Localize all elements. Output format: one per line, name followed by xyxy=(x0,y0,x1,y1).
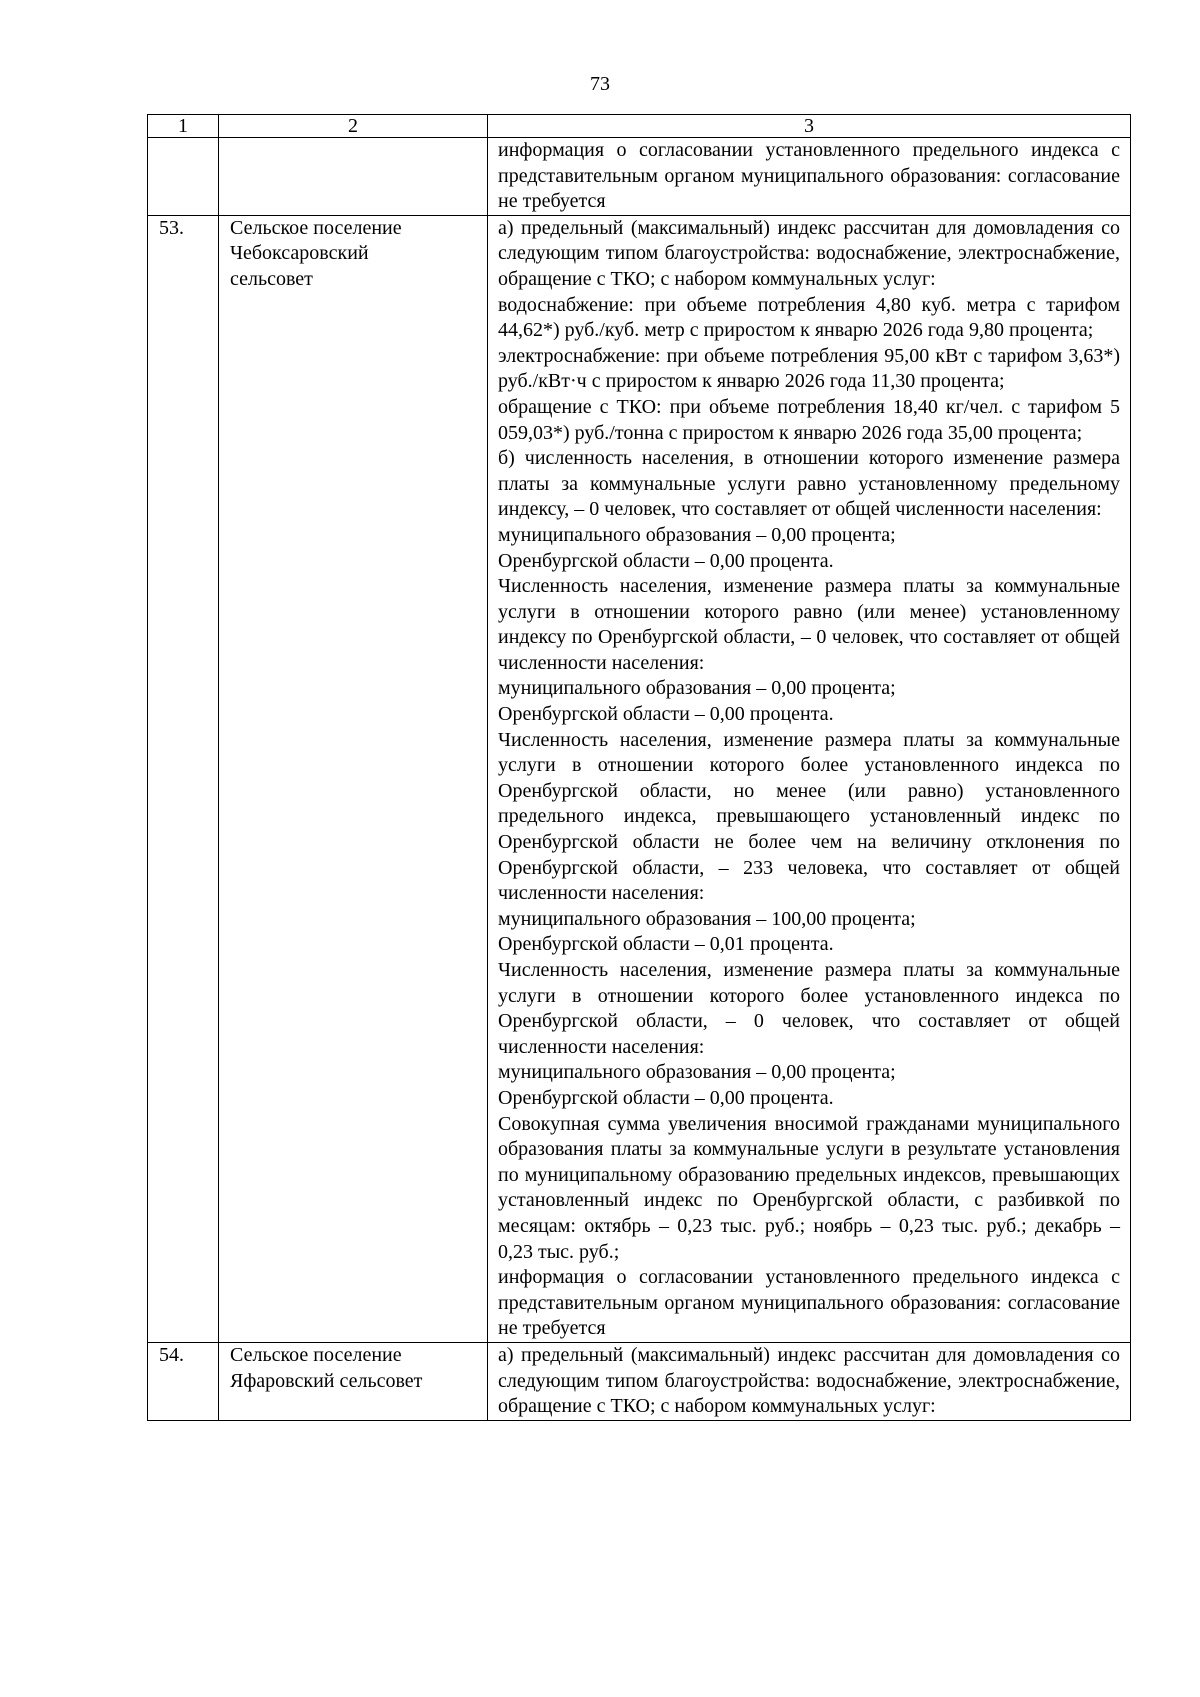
header-cell-3: 3 xyxy=(488,115,1131,138)
row-number-cell xyxy=(148,1342,219,1420)
index-info-paragraph: Численность населения, изменение размера платы за коммунальные услуги в отношении которого более установленного индекса по Оренбургской области, но менее (или равно) установленного предельного индекса, превышающего установленный индекс по Оренбургской области не более чем на величину отклонения по Оренбургской области, – 233 человека, что составляет от общей численности населения: xyxy=(498,728,1120,905)
index-info-paragraph: а) предельный (максимальный) индекс рассчитан для домовладения со следующим типом благоустройства: водоснабжение, электроснабжение, обращение с ТКО; с набором коммунальных услуг: xyxy=(498,216,1120,290)
municipality-name-line: Сельское поселение xyxy=(230,1343,402,1366)
header-cell-2: 2 xyxy=(219,115,488,138)
index-info-paragraph: обращение с ТКО: при объеме потребления 18,40 кг/чел. с тарифом 5 059,03*) руб./тонна с приростом к январю 2026 года 35,00 процента; xyxy=(498,395,1120,444)
index-info-paragraph: информация о согласовании установленного предельного индекса с представительным органом муниципального образования: согласование не требуется xyxy=(498,1266,1120,1340)
index-info-paragraph: водоснабжение: при объеме потребления 4,80 куб. метра с тарифом 44,62*) руб./куб. метр с приростом к январю 2026 года 9,80 процента; xyxy=(498,293,1120,342)
municipality-name-line: Сельское поселение xyxy=(230,216,402,239)
index-info-paragraph: б) численность населения, в отношении которого изменение размера платы за коммунальные услуги равно установленному предельному индексу, – 0 человек, что составляет от общей численности населения: xyxy=(498,447,1120,521)
index-info-paragraph: муниципального образования – 0,00 процента; xyxy=(498,677,896,700)
index-info-paragraph: Оренбургской области – 0,00 процента. xyxy=(498,549,834,572)
row-number: 54. xyxy=(159,1343,184,1366)
row-number-cell xyxy=(148,215,219,1342)
row-number-cell xyxy=(148,138,219,216)
municipality-name-line: сельсовет xyxy=(230,267,313,290)
municipality-name-line: Яфаровский сельсовет xyxy=(230,1369,423,1392)
municipality-name-cell xyxy=(219,215,488,1342)
table-header-row xyxy=(148,115,1131,138)
table-row xyxy=(148,138,1131,216)
municipality-name-line: Чебоксаровский xyxy=(230,242,369,265)
index-info-paragraph: Оренбургской области – 0,00 процента. xyxy=(498,1086,834,1109)
index-info-paragraph: а) предельный (максимальный) индекс рассчитан для домовладения со следующим типом благоустройства: водоснабжение, электроснабжение, обращение с ТКО; с набором коммунальных услуг: xyxy=(498,1343,1120,1418)
index-info-cell xyxy=(488,1342,1131,1420)
index-info-paragraph: информация о согласовании установленного предельного индекса с представительным органом муниципального образования: согласование не требуется xyxy=(498,139,1120,213)
index-info-paragraph: Численность населения, изменение размера платы за коммунальные услуги в отношении которого более установленного индекса по Оренбургской области, – 0 человек, что составляет от общей численности населения: xyxy=(498,959,1120,1058)
index-info-paragraph: муниципального образования – 100,00 процента; xyxy=(498,907,916,930)
table-row xyxy=(148,215,1131,1342)
index-info-paragraph: муниципального образования – 0,00 процента; xyxy=(498,1061,896,1084)
row-number: 53. xyxy=(159,216,184,239)
index-info-paragraph: муниципального образования – 0,00 процента; xyxy=(498,523,896,546)
municipality-name-cell xyxy=(219,1342,488,1420)
table-row xyxy=(148,1342,1131,1420)
header-cell-1: 1 xyxy=(148,115,219,138)
index-info-paragraph: Оренбургской области – 0,00 процента. xyxy=(498,703,834,726)
index-info-paragraph: электроснабжение: при объеме потребления 95,00 кВт с тарифом 3,63*) руб./кВт·ч с приростом к январю 2026 года 11,30 процента; xyxy=(498,344,1120,393)
page-number: 73 xyxy=(590,73,610,95)
index-table xyxy=(147,114,1131,1421)
index-info-cell xyxy=(488,138,1131,216)
index-info-paragraph: Численность населения, изменение размера платы за коммунальные услуги в отношении которого равно (или менее) установленному индексу по Оренбургской области, – 0 человек, что составляет от общей численности населения: xyxy=(498,575,1120,674)
table-body xyxy=(148,115,1131,1421)
municipality-name-cell xyxy=(219,138,488,216)
index-info-cell xyxy=(488,215,1131,1342)
index-info-paragraph: Совокупная сумма увеличения вносимой гражданами муниципального образования платы за коммунальные услуги в результате установления по муниципальному образованию предельных индексов, превышающих установленный индекс по Оренбургской области, с разбивкой по месяцам: октябрь – 0,23 тыс. руб.; ноябрь – 0,23 тыс. руб.; декабрь – 0,23 тыс. руб.; xyxy=(498,1112,1120,1263)
index-info-paragraph: Оренбургской области – 0,01 процента. xyxy=(498,933,834,956)
